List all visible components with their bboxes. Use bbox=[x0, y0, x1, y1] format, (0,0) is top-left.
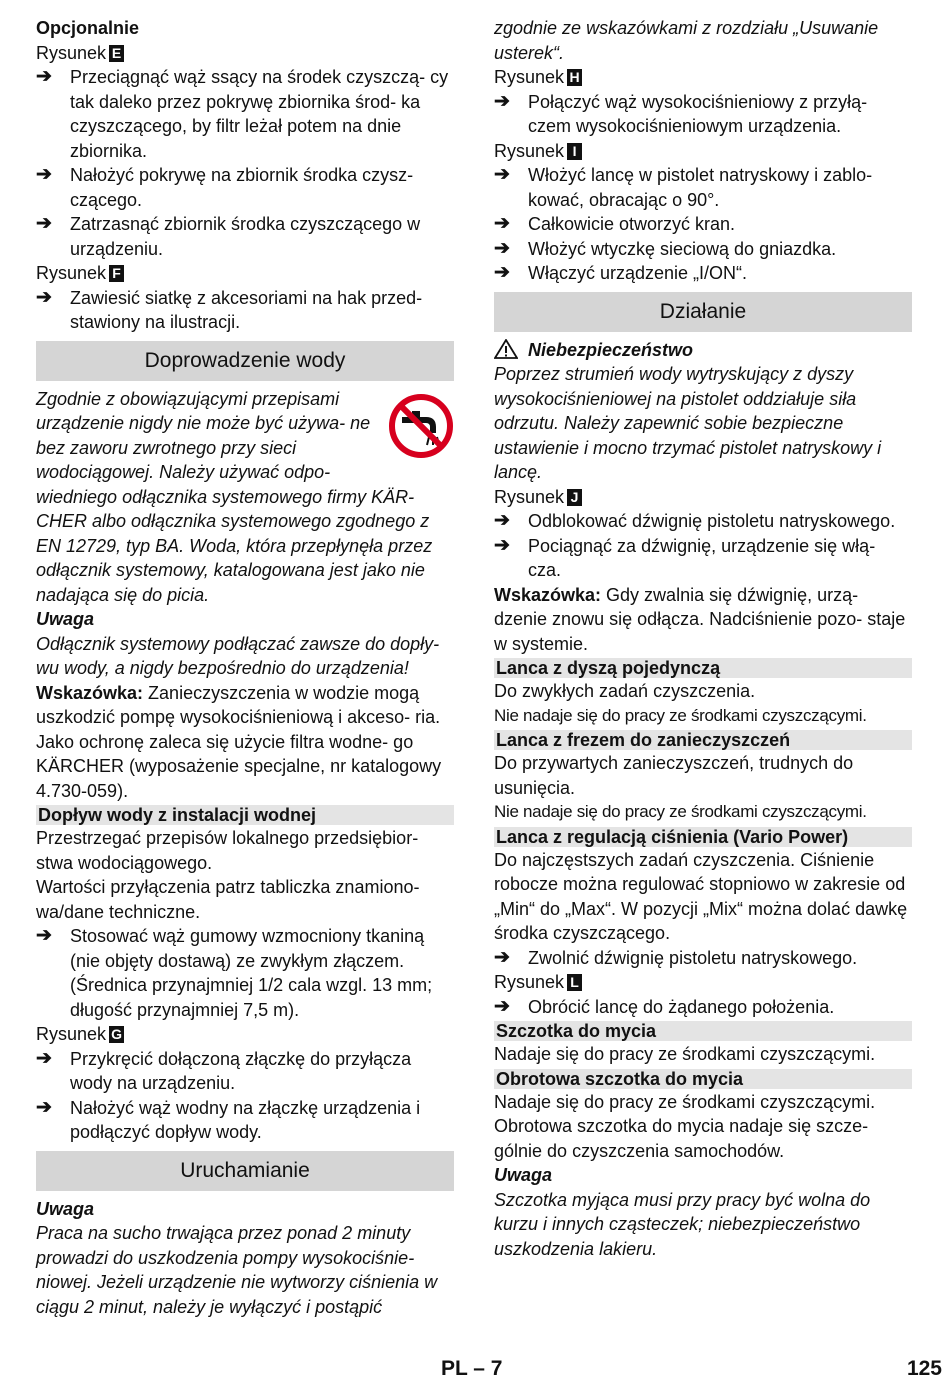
optional-heading: Opcjonalnie bbox=[36, 18, 140, 38]
figure-ref-e: Rysunek E bbox=[36, 41, 454, 66]
note-text: Praca na sucho trwająca przez ponad 2 minuty prowadzi do uszkodzenia pompy wysokociśnie- niowej. Jeżeli urządzenie nie wytworzy ciśnienia w ciągu 2 minut, należy je wyłączyć i postąpić bbox=[36, 1223, 438, 1317]
step-item: ➔ Całkowicie otworzyć kran. bbox=[494, 212, 912, 237]
arrow-right-icon: ➔ bbox=[36, 286, 52, 308]
arrow-right-icon: ➔ bbox=[36, 213, 52, 234]
note-text: Odłącznik systemowy podłączać zawsze do dopły- wu wody, a nigdy bezpośrednio do urządzenia! bbox=[36, 633, 440, 678]
figure-ref-g: Rysunek G bbox=[36, 1022, 454, 1047]
note-heading: Uwaga bbox=[36, 1198, 95, 1219]
section-heading-operation: Działanie bbox=[494, 292, 912, 332]
arrow-right-icon: ➔ bbox=[494, 534, 510, 556]
footer-language-page: PL – 7 bbox=[441, 1357, 503, 1380]
subheading-vario-power-lance: Lanca z regulacją ciśnienia (Vario Power) bbox=[494, 827, 912, 847]
step-item: ➔ Połączyć wąż wysokociśnieniowy z przyłą- czem wysokociśnieniowym urządzenia. bbox=[494, 90, 868, 136]
subheading-single-jet-lance: Lanca z dyszą pojedynczą bbox=[494, 658, 912, 678]
step-item: ➔ Obrócić lancę do żądanego położenia. bbox=[494, 995, 912, 1020]
arrow-right-icon: ➔ bbox=[494, 262, 510, 283]
figure-ref-f: Rysunek F bbox=[36, 261, 454, 286]
note-text: Szczotka myjąca musi przy pracy być wolna do kurzu i innych cząsteczek; niebezpieczeństwo uszkodzenia lakieru. bbox=[494, 1189, 871, 1259]
figure-letter-badge: G bbox=[109, 1026, 124, 1043]
figure-letter-badge: H bbox=[567, 69, 582, 86]
arrow-right-icon: ➔ bbox=[494, 510, 510, 531]
figure-ref-i: Rysunek I bbox=[494, 139, 912, 164]
arrow-right-icon: ➔ bbox=[494, 946, 510, 968]
section-heading-startup: Uruchamianie bbox=[36, 1151, 454, 1191]
arrow-right-icon: ➔ bbox=[494, 237, 510, 259]
hint-paragraph: Wskazówka: Gdy zwalnia się dźwignię, urzą- dzenie znowu się odłącza. Nadciśnienie pozo- staje w systemie. bbox=[494, 584, 906, 654]
continued-text: zgodnie ze wskazówkami z rozdziału „Usuwanie usterek“. bbox=[494, 18, 879, 63]
arrow-right-icon: ➔ bbox=[494, 213, 510, 234]
arrow-right-icon: ➔ bbox=[36, 1096, 52, 1118]
step-item: ➔ Zawiesić siatkę z akcesoriami na hak przed- stawiony na ilustracji. bbox=[36, 286, 423, 332]
danger-text: Poprzez strumień wody wytryskujący z dyszy wysokociśnieniowej na pistolet oddziałuje siła odrzutu. Należy zapewnić sobie bezpieczne ustawienie i mocno trzymać pistolet natryskowy i lancę. bbox=[494, 364, 882, 482]
danger-heading: Niebezpieczeństwo bbox=[494, 338, 912, 363]
figure-letter-badge: I bbox=[567, 143, 582, 160]
figure-letter-badge: E bbox=[109, 45, 124, 62]
arrow-right-icon: ➔ bbox=[494, 995, 510, 1017]
subheading-mains-water: Dopływ wody z instalacji wodnej bbox=[36, 805, 454, 825]
figure-ref-l: Rysunek L bbox=[494, 970, 912, 995]
note-heading: Uwaga bbox=[494, 1165, 553, 1185]
subheading-wash-brush: Szczotka do mycia bbox=[494, 1021, 912, 1041]
figure-letter-badge: J bbox=[567, 489, 582, 506]
figure-ref-h: Rysunek H bbox=[494, 65, 912, 90]
figure-ref-j: Rysunek J bbox=[494, 485, 912, 510]
step-item: ➔ Przeciągnąć wąż ssący na środek czyszczą- cy tak daleko przez pokrywę zbiornika środ- ka czyszczącego, by filtr leżał potem na dnie zbiornika. bbox=[36, 66, 449, 161]
figure-letter-badge: L bbox=[567, 974, 582, 991]
step-item: ➔ Włożyć wtyczkę sieciową do gniazdka. bbox=[494, 237, 912, 262]
step-item: ➔ Stosować wąż gumowy wzmocniony tkaniną (nie objęty dostawą) ze zwykłym złączem. (Średnica przynajmniej 1/2 cala wzgl. 13 mm; długość przynajmniej 7,5 m). bbox=[36, 925, 433, 1020]
arrow-right-icon: ➔ bbox=[494, 164, 510, 185]
left-column: Opcjonalnie Rysunek E ➔ Przeciągnąć wąż ssący na środek czyszczą- cy tak daleko przez pokrywę zbiornika środ- ka czyszczącego, by filtr leżał potem na dnie zbiornika. ➔ Nałożyć pokrywę na zbiornik środka czysz- czącego. ➔ Zatrzasnąć zbiornik środka czyszczącego w urządzeniu. Rysunek F ➔ Zawiesić siatkę z akcesoriami na hak przed- stawiony na ilustracji. Doprowadzenie wody Zgodnie z obowiązującymi przepisami urządzenie nigdy nie może być używa- ne bez zaworu zwrotnego przy sieci wodociągowej. Należy używać odpo- wiedniego odłącznika systemowego firmy KÄR- CHER albo odłącznika systemowego zgodnego z EN 12729, typ BA. Woda, która przepłynęła przez odłącznik systemowy, katalogowana jest jako nie nadająca się do picia. Uwaga Odłącznik systemowy podłączać zawsze do dopły- wu wody, a nigdy bezpośrednio do urządzenia! Wskazówka: Zanieczyszczenia w wodzie mogą uszkodzić pompę wysokociśnieniową i akceso- ria. Jako ochronę zaleca się użycie filtra wodne- go KÄRCHER (wyposażenie specjalne, nr katalogowy 4.730-059). Dopływ wody z instalacji wodnej Przestrzegać przepisów lokalnego przedsiębior- stwa wodociągowego. Wartości przyłączenia patrz tabliczka znamiono- wa/dane techniczne. ➔ Stosować wąż gumowy wzmocniony tkaniną (nie objęty dostawą) ze zwykłym złączem. (Średnica przynajmniej 1/2 cala wzgl. 13 mm; długość przynajmniej 7,5 m). Rysunek G ➔ Przykręcić dołączoną złączkę do przyłącza wody na urządzeniu. ➔ Nałożyć wąż wodny na złączkę urządzenia i podłączyć dopływ wody. Uruchamianie Uwaga Praca na sucho trwająca przez ponad 2 minuty prowadzi do uszkodzenia pompy wysokociśnie- niowej. Jeżeli urządzenie nie wytworzy ciśnienia w ciągu 2 minut, należy je wyłączyć i postąpić bbox=[36, 16, 454, 1319]
no-drinking-water-icon bbox=[388, 393, 454, 459]
step-item: ➔ Przykręcić dołączoną złączkę do przyłącza wody na urządzeniu. bbox=[36, 1047, 412, 1093]
step-item: ➔ Zwolnić dźwignię pistoletu natryskowego. bbox=[494, 946, 912, 971]
warning-triangle-icon bbox=[494, 339, 518, 359]
step-item: ➔ Zatrzasnąć zbiornik środka czyszczącego w urządzeniu. bbox=[36, 213, 421, 259]
arrow-right-icon: ➔ bbox=[36, 164, 52, 185]
arrow-right-icon: ➔ bbox=[36, 66, 52, 87]
water-intro: Zgodnie z obowiązującymi przepisami urządzenie nigdy nie może być używa- ne bez zaworu zwrotnego przy sieci wodociągowej. Należy używać odpo- bbox=[36, 387, 454, 485]
step-item: ➔ Nałożyć pokrywę na zbiornik środka czysz- czącego. bbox=[36, 164, 414, 210]
arrow-right-icon: ➔ bbox=[494, 90, 510, 112]
figure-letter-badge: F bbox=[109, 265, 124, 282]
step-item: ➔ Włożyć lancę w pistolet natryskowy i zablo- kować, obracając o 90°. bbox=[494, 164, 873, 210]
arrow-right-icon: ➔ bbox=[36, 925, 52, 946]
step-item: ➔ Odblokować dźwignię pistoletu natryskowego. bbox=[494, 509, 912, 534]
step-item: ➔ Włączyć urządzenie „I/ON“. bbox=[494, 261, 912, 286]
arrow-right-icon: ➔ bbox=[36, 1047, 52, 1069]
subheading-rotating-wash-brush: Obrotowa szczotka do mycia bbox=[494, 1069, 912, 1089]
section-heading-water-supply: Doprowadzenie wody bbox=[36, 341, 454, 381]
hint-paragraph: Wskazówka: Zanieczyszczenia w wodzie mogą uszkodzić pompę wysokociśnieniową i akceso- ria. Jako ochronę zaleca się użycie filtra wodne- go KÄRCHER (wyposażenie specjalne, nr katalogowy 4.730-059). bbox=[36, 682, 442, 801]
subheading-dirt-blaster-lance: Lanca z frezem do zanieczyszczeń bbox=[494, 730, 912, 750]
note-heading: Uwaga bbox=[36, 609, 95, 629]
step-item: ➔ Pociągnąć za dźwignię, urządzenie się włą- cza. bbox=[494, 534, 876, 580]
step-item: ➔ Nałożyć wąż wodny na złączkę urządzenia i podłączyć dopływ wody. bbox=[36, 1096, 421, 1142]
right-column: zgodnie ze wskazówkami z rozdziału „Usuwanie usterek“. Rysunek H ➔ Połączyć wąż wysokociśnieniowy z przyłą- czem wysokociśnieniowym urządzenia. Rysunek I ➔ Włożyć lancę w pistolet natryskowy i zablo- kować, obracając o 90°. ➔ Całkowicie otworzyć kran. ➔ Włożyć wtyczkę sieciową do gniazdka. ➔ Włączyć urządzenie „I/ON“. Działanie Niebezpieczeństwo Poprzez strumień wody wytryskujący z dyszy wysokociśnieniowej na pistolet oddziałuje siła odrzutu. Należy zapewnić sobie bezpieczne ustawienie i mocno trzymać pistolet natryskowy i lancę. Rysunek J ➔ Odblokować dźwignię pistoletu natryskowego. ➔ Pociągnąć za dźwignię, urządzenie się włą- cza. Wskazówka: Gdy zwalnia się dźwignię, urzą- dzenie znowu się odłącza. Nadciśnienie pozo- staje w systemie. Lanca z dyszą pojedynczą Do zwykłych zadań czyszczenia. Nie nadaje się do pracy ze środkami czyszczącymi. Lanca z frezem do zanieczyszczeń Do przywartych zanieczyszczeń, trudnych do usunięcia. Nie nadaje się do pracy ze środkami czyszczącymi. Lanca z regulacją ciśnienia (Vario Power) Do najczęstszych zadań czyszczenia. Ciśnienie robocze można regulować stopniowo w zakresie od „Min“ do „Max“. W pozycji „Mix“ można dolać dawkę środka czyszczącego. ➔ Zwolnić dźwignię pistoletu natryskowego. Rysunek L ➔ Obrócić lancę do żądanego położenia. Szczotka do mycia Nadaje się do pracy ze środkami czyszczącymi. Obrotowa szczotka do mycia Nadaje się do pracy ze środkami czyszczącymi. Obrotowa szczotka do mycia nadaje się szcze- gólnie do czyszczenia samochodów. Uwaga Szczotka myjąca musi przy pracy być wolna do kurzu i innych cząsteczek; niebezpieczeństwo uszkodzenia lakieru. bbox=[494, 16, 912, 1261]
footer-page-number: 125 bbox=[906, 1357, 942, 1380]
